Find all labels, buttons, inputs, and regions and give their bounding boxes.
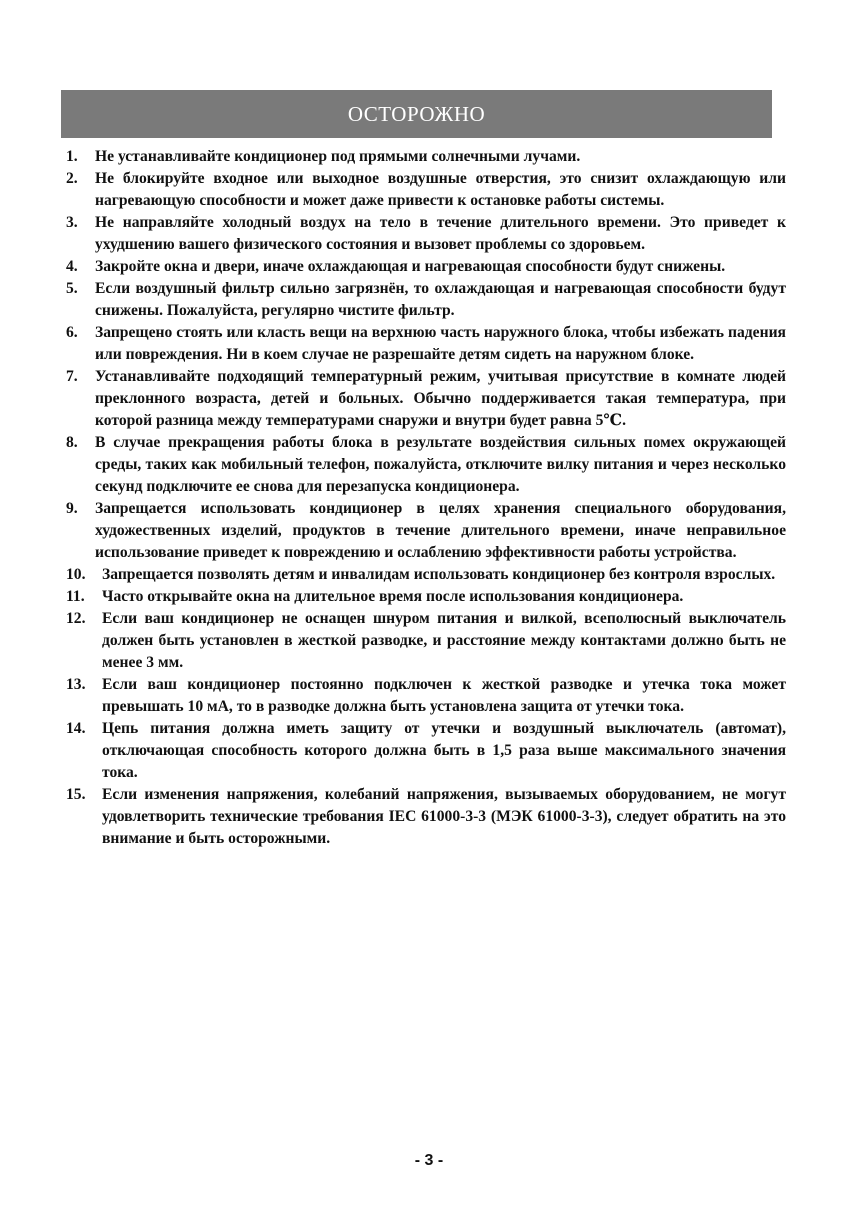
item-number: 3. bbox=[66, 214, 78, 231]
item-text: Запрещено стоять или класть вещи на верхнюю часть наружного блока, чтобы избежать падения или повреждения. Ни в коем случае не разрешайте детям сидеть на наружном блоке. bbox=[95, 324, 786, 363]
list-item bbox=[66, 586, 786, 608]
list-item bbox=[66, 322, 786, 366]
item-text: Не устанавливайте кондиционер под прямыми солнечными лучами. bbox=[95, 148, 581, 165]
item-text: Устанавливайте подходящий температурный режим, учитывая присутствие в комнате людей преклонного возраста, детей и больных. Обычно поддерживается такая температура, при которой разница между температурами снаружи и внутри будет равна 5℃. bbox=[95, 368, 786, 429]
list-item bbox=[66, 146, 786, 168]
item-number: 15. bbox=[66, 786, 86, 803]
list-item bbox=[66, 168, 786, 212]
item-text: Цепь питания должна иметь защиту от утечки и воздушный выключатель (автомат), отключающая способность которого должна быть в 1,5 раза выше максимального значения тока. bbox=[102, 720, 786, 781]
item-text: В случае прекращения работы блока в результате воздействия сильных помех окружающей среды, таких как мобильный телефон, пожалуйста, отключите вилку питания и через несколько секунд подключите ее снова для перезапуска кондиционера. bbox=[95, 434, 786, 495]
list-item bbox=[66, 784, 786, 850]
item-text: Закройте окна и двери, иначе охлаждающая и нагревающая способности будут снижены. bbox=[95, 258, 726, 275]
item-number: 12. bbox=[66, 610, 86, 627]
item-number: 4. bbox=[66, 258, 78, 275]
item-text: Не направляйте холодный воздух на тело в течение длительного времени. Это приведет к ухудшению вашего физического состояния и вызовет проблемы со здоровьем. bbox=[95, 214, 786, 253]
item-number: 14. bbox=[66, 720, 86, 737]
item-number: 7. bbox=[66, 368, 78, 385]
list-item bbox=[66, 366, 786, 432]
item-text: Если ваш кондиционер не оснащен шнуром питания и вилкой, всеполюсный выключатель должен быть установлен в жесткой разводке, и расстояние между контактами должно быть не менее 3 мм. bbox=[102, 610, 786, 671]
item-text: Не блокируйте входное или выходное воздушные отверстия, это снизит охлаждающую или нагревающую способности и может даже привести к остановке работы системы. bbox=[95, 170, 786, 209]
item-number: 1. bbox=[66, 148, 78, 165]
item-text: Если воздушный фильтр сильно загрязнён, то охлаждающая и нагревающая способности будут снижены. Пожалуйста, регулярно чистите фильтр. bbox=[95, 280, 786, 319]
item-text: Если изменения напряжения, колебаний напряжения, вызываемых оборудованием, не могут удовлетворить технические требования IEC 61000-3-3 (МЭК 61000-3-3), следует обратить на это внимание и быть осторожными. bbox=[102, 786, 786, 847]
list-item bbox=[66, 608, 786, 674]
item-text: Часто открывайте окна на длительное время после использования кондиционера. bbox=[102, 588, 684, 605]
list-item bbox=[66, 278, 786, 322]
item-number: 13. bbox=[66, 676, 86, 693]
list-item bbox=[66, 498, 786, 564]
item-number: 10. bbox=[66, 566, 86, 583]
item-number: 6. bbox=[66, 324, 78, 341]
page-title: ОСТОРОЖНО bbox=[347, 101, 486, 126]
list-item bbox=[66, 674, 786, 718]
list-item bbox=[66, 212, 786, 256]
item-number: 8. bbox=[66, 434, 78, 451]
list-item bbox=[66, 432, 786, 498]
item-text: Если ваш кондиционер постоянно подключен к жесткой разводке и утечка тока может превышать 10 мА, то в разводке должна быть установлена защита от утечки тока. bbox=[102, 676, 786, 715]
item-number: 5. bbox=[66, 280, 78, 297]
caution-banner bbox=[61, 90, 772, 138]
page-number: - 3 - bbox=[414, 1152, 444, 1169]
list-item bbox=[66, 718, 786, 784]
caution-list bbox=[66, 146, 786, 850]
item-text: Запрещается позволять детям и инвалидам использовать кондиционер без контроля взрослых. bbox=[102, 566, 776, 583]
list-item bbox=[66, 256, 786, 278]
list-item bbox=[66, 564, 786, 586]
item-text: Запрещается использовать кондиционер в целях хранения специального оборудования, художественных изделий, продуктов в течение длительного времени, иначе неправильное использование приведет к повреждению и ослаблению эффективности работы устройства. bbox=[95, 500, 786, 561]
item-number: 2. bbox=[66, 170, 78, 187]
item-number: 9. bbox=[66, 500, 78, 517]
item-number: 11. bbox=[66, 588, 85, 605]
